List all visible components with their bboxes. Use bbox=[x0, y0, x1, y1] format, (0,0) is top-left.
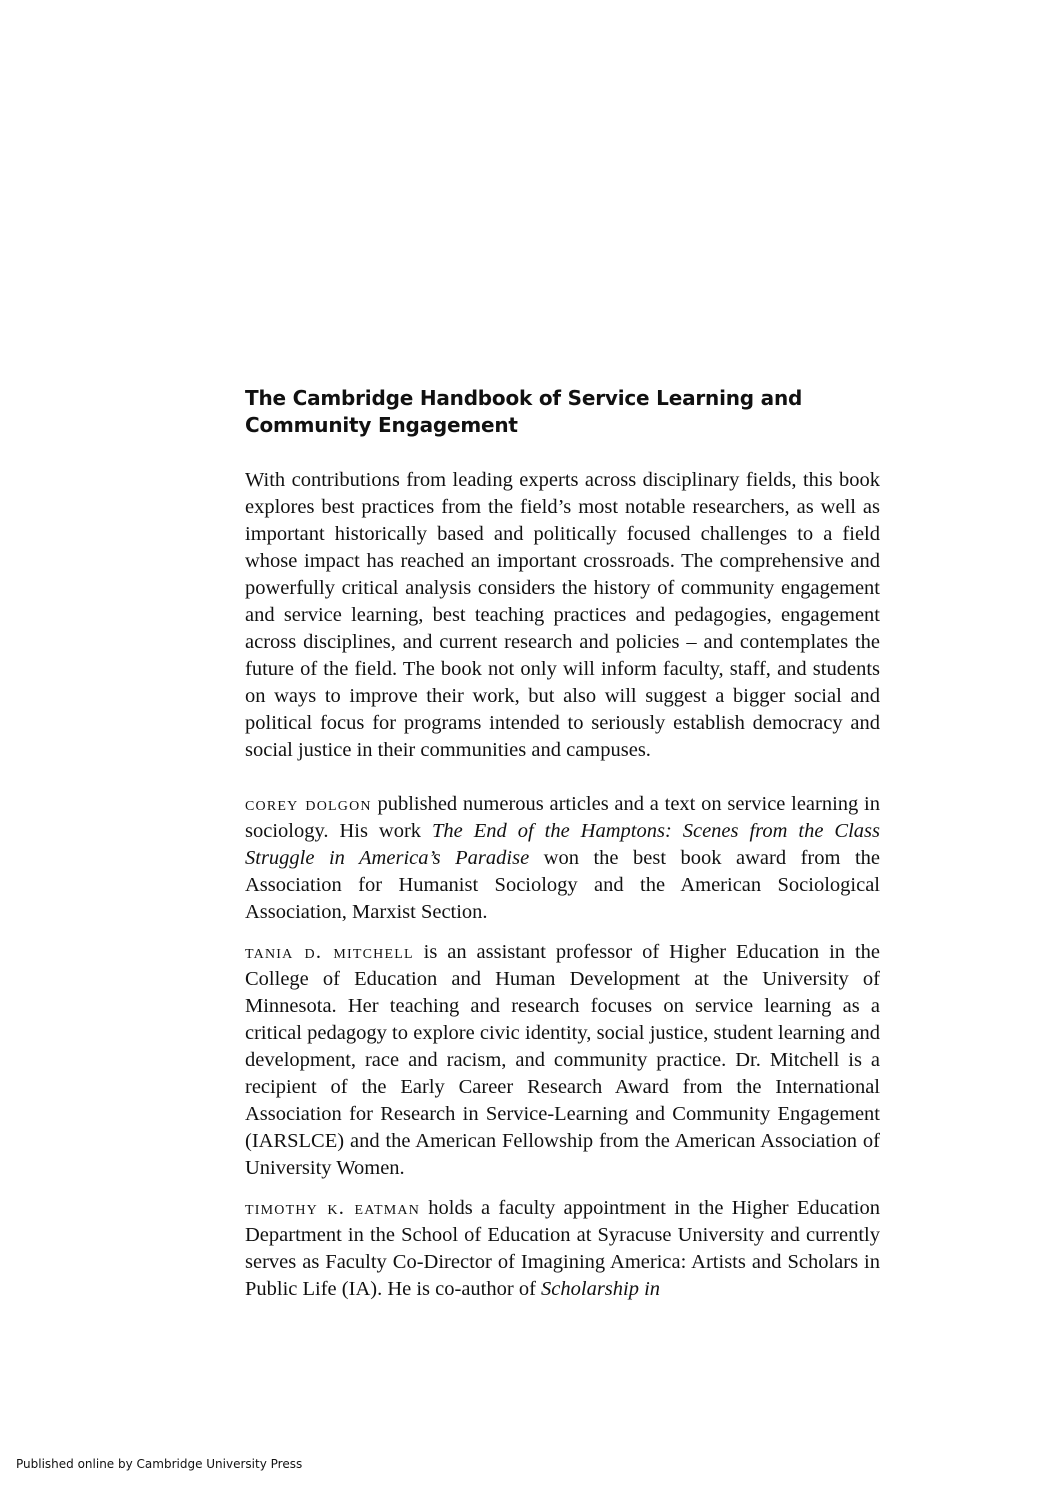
published-online-note: Published online by Cambridge University Press bbox=[16, 1457, 303, 1471]
bio-text: is an assistant professor of Higher Education in the College of Education and Human Development at the University of Minnesota. Her teaching and research focuses on service learning as a critical pedagogy to explore civic identity, social justice, student learning and development, race and racism, and community practice. Dr. Mitchell is a recipient of the Early Career Research Award from the International Association for Research in Service-Learning and Community Engagement (IARSLCE) and the American Fellowship from the American Association of University Women. bbox=[245, 941, 880, 1179]
author-name: tania d. mitchell bbox=[245, 941, 414, 963]
page-body bbox=[245, 385, 880, 1316]
bio-timothy-eatman bbox=[245, 1195, 880, 1303]
bio-text: won the best book award from the Association for Humanist Sociology and the American Sociological Association, Marxist Section. bbox=[245, 847, 880, 923]
book-title-line-2: Community Engagement bbox=[245, 413, 518, 437]
book-title-italic: The End of the Hamptons: Scenes from the Class Struggle in America’s Paradise bbox=[245, 820, 881, 869]
bio-tania-mitchell bbox=[245, 939, 880, 1182]
book-title-line-1: The Cambridge Handbook of Service Learning and bbox=[245, 386, 803, 410]
book-title-italic: Scholarship in bbox=[541, 1278, 661, 1300]
book-description: With contributions from leading experts across disciplinary fields, this book explores best practices from the field’s most notable researchers, as well as important historically based and politically focused challenges to a field whose impact has reached an important crossroads. The comprehensive and powerfully critical analysis considers the history of community engagement and service learning, best teaching practices and pedagogies, engagement across disciplines, and current research and policies – and contemplates the future of the field. The book not only will inform faculty, staff, and students on ways to improve their work, but also will suggest a bigger social and political focus for programs intended to seriously establish democracy and social justice in their communities and campuses. bbox=[245, 469, 880, 761]
author-name: timothy k. eatman bbox=[245, 1197, 421, 1219]
bio-text: holds a faculty appointment in the Higher Education Department in the School of Education at Syracuse University and currently serves as Faculty Co-Director of Imagining America: Artists and Scholars in Public Life (IA). He is co-author of bbox=[245, 1197, 881, 1300]
bio-corey-dolgon bbox=[245, 791, 880, 926]
author-name: corey dolgon bbox=[245, 793, 372, 815]
bio-text: published numerous articles and a text on service learning in sociology. His work bbox=[245, 793, 880, 842]
book-title bbox=[245, 385, 880, 439]
